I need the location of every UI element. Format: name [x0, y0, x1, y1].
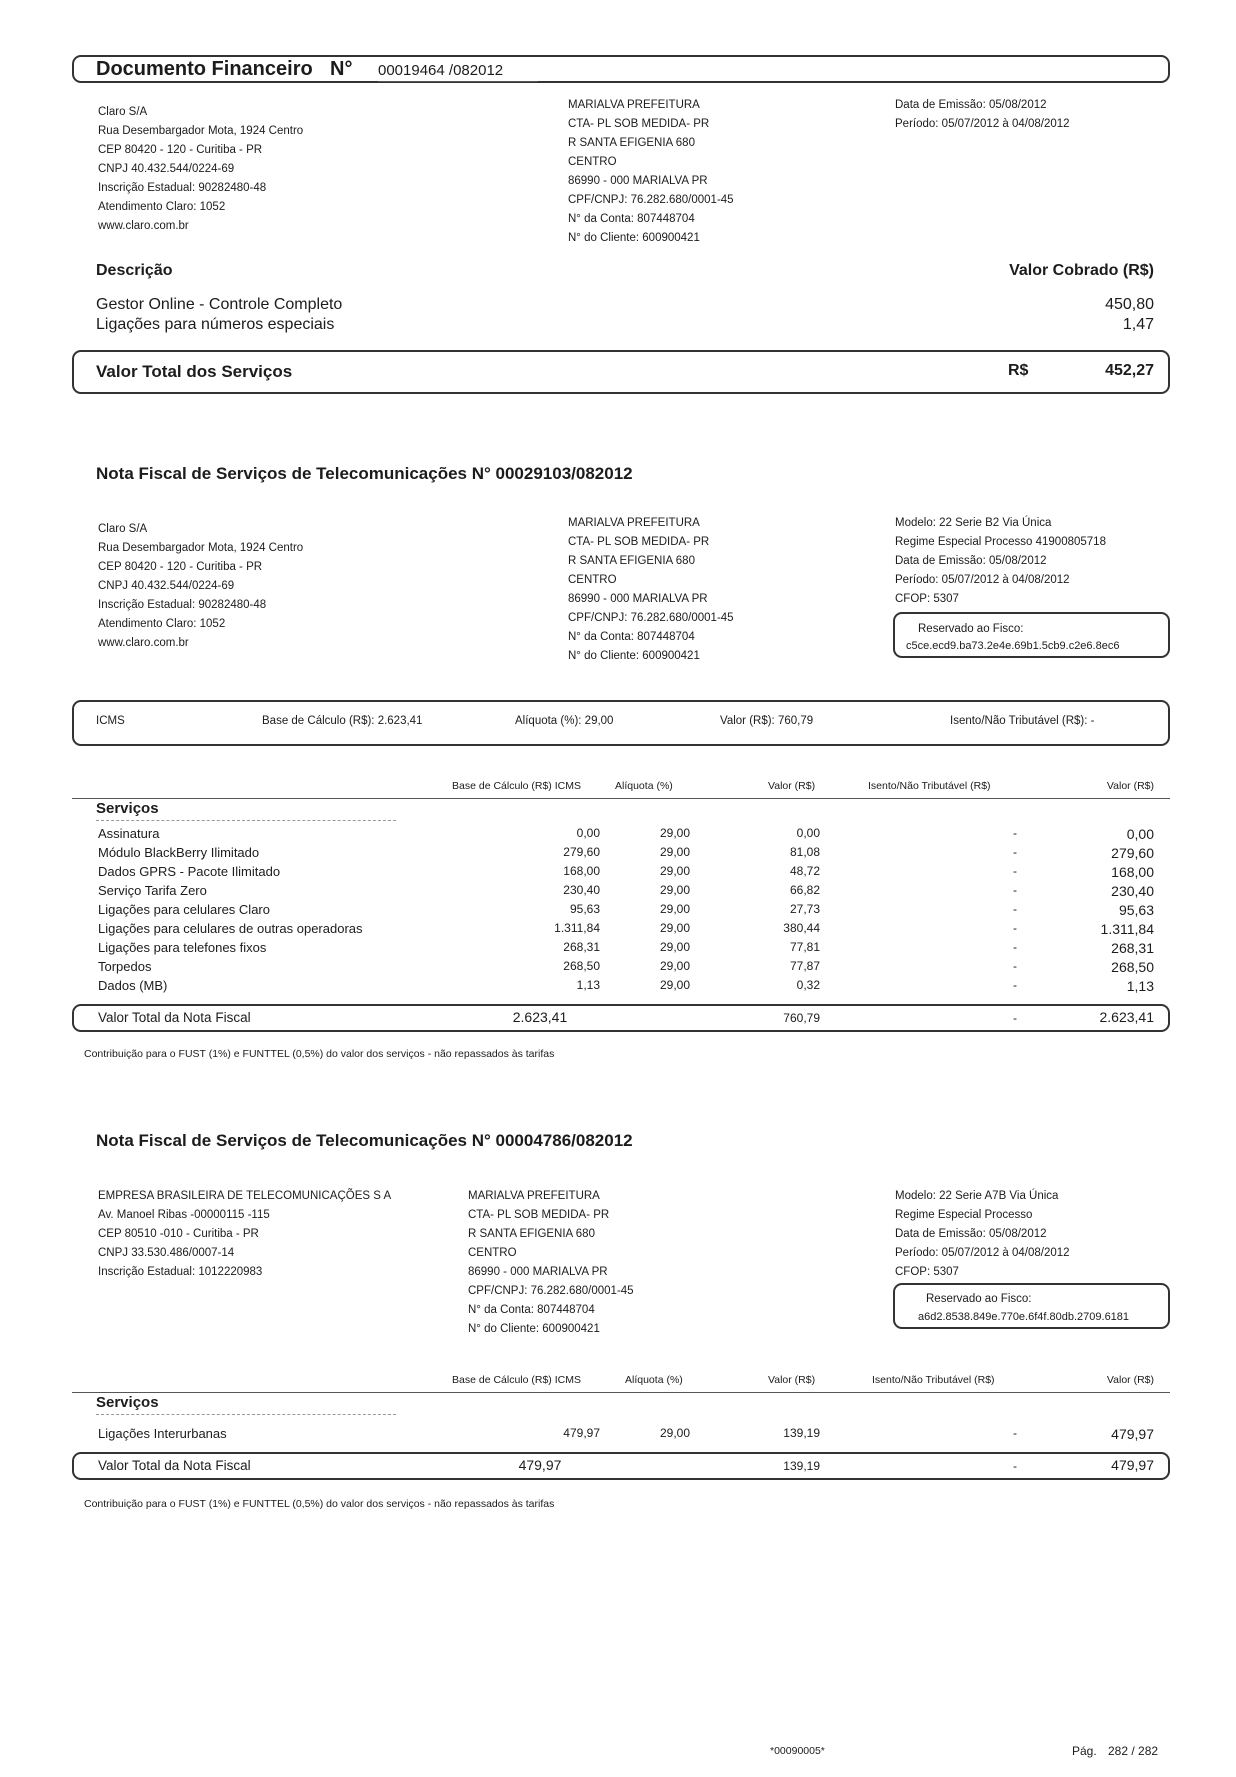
row-aliquota: 29,00	[659, 1426, 690, 1440]
row-isento: -	[1013, 864, 1017, 878]
nf1-header-rule	[72, 798, 1170, 799]
address-line: Rua Desembargador Mota, 1924 Centro	[98, 542, 304, 554]
col-aliquota: Alíquota (%)	[615, 780, 673, 792]
nf2-title: Nota Fiscal de Serviços de Telecomunicações N° 00004786/082012	[96, 1131, 633, 1150]
client-line: N° do Cliente: 600900421	[568, 650, 700, 662]
nf2-info	[895, 1187, 1070, 1282]
row-isento: -	[1013, 921, 1017, 935]
col-isento: Isento/Não Tributável (R$)	[868, 780, 991, 792]
client-line: 86990 - 000 MARIALVA PR	[568, 175, 708, 187]
col-base: Base de Cálculo (R$) ICMS	[452, 1374, 581, 1386]
row-total: 0,00	[1126, 826, 1154, 842]
address-line: CNPJ 33.530.486/0007-14	[98, 1247, 235, 1259]
row-base: 95,63	[569, 902, 600, 916]
info-line: Data de Emissão: 05/08/2012	[895, 555, 1047, 567]
client-line: N° da Conta: 807448704	[568, 213, 695, 225]
row-desc: Ligações para celulares Claro	[98, 902, 270, 917]
website-link[interactable]: www.claro.com.br	[98, 637, 189, 649]
footer-page-number: 282 / 282	[1108, 1744, 1159, 1758]
col-total: Valor (R$)	[1106, 780, 1154, 792]
row-valor: 380,44	[783, 921, 820, 935]
row-valor: 81,08	[789, 845, 820, 859]
value-header: Valor Cobrado (R$)	[1009, 262, 1154, 279]
col-aliquota: Alíquota (%)	[625, 1374, 683, 1386]
row-valor: 66,82	[789, 883, 820, 897]
table-row	[0, 940, 1236, 959]
row-desc: Serviço Tarifa Zero	[98, 883, 207, 898]
description-header: Descrição	[96, 262, 173, 279]
nf1-fisco-label: Reservado ao Fisco:	[918, 623, 1024, 635]
doc-number: 00019464 /082012	[378, 62, 504, 79]
address-line: CEP 80510 -010 - Curitiba - PR	[98, 1228, 259, 1240]
address-line: Rua Desembargador Mota, 1924 Centro	[98, 125, 304, 137]
client-line: CPF/CNPJ: 76.282.680/0001-45	[568, 194, 734, 206]
row-aliquota: 29,00	[659, 883, 690, 897]
doc-total-value: 452,27	[1105, 362, 1154, 379]
client-line: MARIALVA PREFEITURA	[568, 517, 700, 529]
nf1-note: Contribuição para o FUST (1%) e FUNTTEL (0,5%) do valor dos serviços - não repassados às tarifas	[84, 1048, 555, 1060]
nf1-claro-address	[98, 520, 303, 653]
nf1-total-total: 2.623,41	[1099, 1009, 1154, 1025]
row-base: 0,00	[576, 826, 600, 840]
address-line: CNPJ 40.432.544/0224-69	[98, 163, 235, 175]
nf1-table	[0, 774, 1236, 1014]
row-base: 230,40	[563, 883, 600, 897]
row-isento: -	[1013, 940, 1017, 954]
address-line: Atendimento Claro: 1052	[98, 201, 226, 213]
row-total: 1,13	[1126, 978, 1154, 994]
table-row	[0, 959, 1236, 978]
row-valor: 0,32	[796, 978, 820, 992]
row-aliquota: 29,00	[659, 959, 690, 973]
row-desc: Dados GPRS - Pacote Ilimitado	[98, 864, 281, 879]
row-base: 168,00	[563, 864, 600, 878]
client-line: CENTRO	[468, 1247, 517, 1259]
table-row	[0, 845, 1236, 864]
info-line: Regime Especial Processo	[895, 1209, 1033, 1221]
col-total: Valor (R$)	[1106, 1374, 1154, 1386]
address-line: Atendimento Claro: 1052	[98, 618, 226, 630]
table-row	[0, 864, 1236, 883]
nf2-section-label: Serviços	[96, 1394, 159, 1411]
row-isento: -	[1013, 1426, 1017, 1440]
table-row	[0, 826, 1236, 845]
table-row	[0, 921, 1236, 940]
item-desc: Gestor Online - Controle Completo	[96, 296, 343, 313]
nf2-total-label: Valor Total da Nota Fiscal	[98, 1458, 251, 1473]
doc-item-value: 450,80	[1105, 296, 1154, 313]
row-aliquota: 29,00	[659, 864, 690, 878]
row-valor: 0,00	[796, 826, 820, 840]
nf2-fisco-label: Reservado ao Fisco:	[926, 1293, 1032, 1305]
client-line: R SANTA EFIGENIA 680	[468, 1228, 595, 1240]
nf2-company-address	[98, 1187, 391, 1282]
client-line: MARIALVA PREFEITURA	[468, 1190, 600, 1202]
client-line: 86990 - 000 MARIALVA PR	[568, 593, 708, 605]
address-line: Av. Manoel Ribas -00000115 -115	[98, 1209, 270, 1221]
doc-total-label: Valor Total dos Serviços	[96, 362, 293, 381]
client-line: CTA- PL SOB MEDIDA- PR	[568, 118, 710, 130]
row-desc: Ligações para telefones fixos	[98, 940, 267, 955]
info-line: Regime Especial Processo 41900805718	[895, 536, 1106, 548]
table-row	[0, 902, 1236, 921]
row-total: 1.311,84	[1100, 921, 1154, 937]
row-base: 268,50	[563, 959, 600, 973]
row-valor: 27,73	[789, 902, 820, 916]
client-line: CTA- PL SOB MEDIDA- PR	[568, 536, 710, 548]
row-total: 479,97	[1111, 1426, 1154, 1442]
nf2-client-address	[468, 1187, 634, 1339]
address-line: EMPRESA BRASILEIRA DE TELECOMUNICAÇÕES S A	[98, 1190, 392, 1202]
info-line: Período: 05/07/2012 à 04/08/2012	[895, 574, 1070, 586]
nf1-total-valor: 760,79	[783, 1011, 820, 1025]
row-aliquota: 29,00	[659, 826, 690, 840]
website-link[interactable]: www.claro.com.br	[98, 220, 189, 232]
nf1-fisco-code: c5ce.ecd9.ba73.2e4e.69b1.5cb9.c2e6.8ec6	[906, 640, 1120, 652]
row-isento: -	[1013, 883, 1017, 897]
col-valor: Valor (R$)	[768, 780, 816, 792]
row-desc: Ligações Interurbanas	[98, 1426, 227, 1441]
issue-date: Data de Emissão: 05/08/2012	[895, 99, 1047, 111]
col-isento: Isento/Não Tributável (R$)	[872, 1374, 995, 1386]
row-base: 268,31	[563, 940, 600, 954]
client-line: MARIALVA PREFEITURA	[568, 99, 700, 111]
row-aliquota: 29,00	[659, 845, 690, 859]
address-line: Inscrição Estadual: 90282480-48	[98, 182, 267, 194]
icms-base: Base de Cálculo (R$): 2.623,41	[262, 715, 423, 727]
nf2-total-base: 479,97	[518, 1457, 562, 1473]
row-desc: Torpedos	[98, 959, 152, 974]
row-valor: 77,87	[789, 959, 820, 973]
nf2-total-total: 479,97	[1111, 1457, 1154, 1473]
nf2-total-valor: 139,19	[783, 1459, 820, 1473]
row-total: 268,50	[1111, 959, 1154, 975]
info-line: CFOP: 5307	[895, 1266, 959, 1278]
row-isento: -	[1013, 978, 1017, 992]
address-line: CEP 80420 - 120 - Curitiba - PR	[98, 561, 263, 573]
row-total: 279,60	[1111, 845, 1154, 861]
icms-aliquota: Alíquota (%): 29,00	[515, 715, 614, 727]
doc-header-underline	[378, 81, 538, 82]
row-desc: Módulo BlackBerry Ilimitado	[98, 845, 260, 860]
nf2-note: Contribuição para o FUST (1%) e FUNTTEL (0,5%) do valor dos serviços - não repassados às tarifas	[84, 1498, 555, 1510]
row-base: 1,13	[576, 978, 600, 992]
doc-item	[96, 316, 334, 334]
footer-page-label: Pág.	[1072, 1744, 1097, 1758]
row-aliquota: 29,00	[659, 978, 690, 992]
row-isento: -	[1013, 826, 1017, 840]
nf1-client-address	[568, 514, 734, 666]
nf1-title: Nota Fiscal de Serviços de Telecomunicações N° 00029103/082012	[96, 464, 633, 483]
nf1-section-rule	[96, 820, 396, 821]
row-base: 279,60	[563, 845, 600, 859]
doc-item	[96, 296, 342, 314]
row-aliquota: 29,00	[659, 940, 690, 954]
row-total: 230,40	[1111, 883, 1154, 899]
info-line: CFOP: 5307	[895, 593, 959, 605]
row-desc: Dados (MB)	[98, 978, 168, 993]
doc-claro-address	[98, 103, 303, 236]
period: Período: 05/07/2012 à 04/08/2012	[895, 118, 1070, 130]
address-line: CEP 80420 - 120 - Curitiba - PR	[98, 144, 263, 156]
doc-client-address	[568, 96, 734, 248]
client-line: CPF/CNPJ: 76.282.680/0001-45	[468, 1285, 634, 1297]
row-desc: Ligações para celulares de outras operadoras	[98, 921, 363, 936]
icms-label: ICMS	[96, 715, 125, 727]
client-line: CTA- PL SOB MEDIDA- PR	[468, 1209, 610, 1221]
nf2-total-isento: -	[1013, 1459, 1017, 1473]
row-base: 479,97	[563, 1426, 600, 1440]
row-base: 1.311,84	[554, 921, 600, 935]
nf2-header-rule	[72, 1392, 1170, 1393]
client-line: CENTRO	[568, 574, 617, 586]
client-line: N° da Conta: 807448704	[468, 1304, 595, 1316]
icms-isento: Isento/Não Tributável (R$): -	[950, 715, 1095, 727]
nf2-fisco-code: a6d2.8538.849e.770e.6f4f.80db.2709.6181	[918, 1311, 1130, 1323]
table-row	[0, 883, 1236, 902]
client-line: N° do Cliente: 600900421	[568, 232, 700, 244]
row-aliquota: 29,00	[659, 921, 690, 935]
row-valor: 48,72	[789, 864, 820, 878]
client-line: 86990 - 000 MARIALVA PR	[468, 1266, 608, 1278]
doc-total-currency: R$	[1008, 362, 1029, 379]
client-line: R SANTA EFIGENIA 680	[568, 555, 695, 567]
item-desc: Ligações para números especiais	[96, 316, 335, 333]
address-line: CNPJ 40.432.544/0224-69	[98, 580, 235, 592]
client-line: CPF/CNPJ: 76.282.680/0001-45	[568, 612, 734, 624]
table-row	[0, 1426, 1236, 1445]
doc-dates	[895, 96, 1070, 134]
nf1-total-base: 2.623,41	[512, 1009, 568, 1025]
row-isento: -	[1013, 959, 1017, 973]
row-total: 95,63	[1118, 902, 1154, 918]
row-valor: 139,19	[783, 1426, 820, 1440]
row-isento: -	[1013, 845, 1017, 859]
info-line: Modelo: 22 Serie B2 Via Única	[895, 517, 1052, 529]
client-line: N° do Cliente: 600900421	[468, 1323, 600, 1335]
address-line: Inscrição Estadual: 1012220983	[98, 1266, 263, 1278]
col-valor: Valor (R$)	[768, 1374, 816, 1386]
footer-barcode-text: *00090005*	[770, 1745, 825, 1757]
row-aliquota: 29,00	[659, 902, 690, 916]
col-base: Base de Cálculo (R$) ICMS	[452, 780, 581, 792]
nf1-info	[895, 514, 1106, 609]
nf2-section-rule	[96, 1414, 396, 1415]
row-desc: Assinatura	[98, 826, 160, 841]
nf1-total-label: Valor Total da Nota Fiscal	[98, 1010, 251, 1025]
row-total: 168,00	[1111, 864, 1154, 880]
address-line: Inscrição Estadual: 90282480-48	[98, 599, 267, 611]
address-line: Claro S/A	[98, 523, 148, 535]
doc-title: Documento Financeiro	[96, 58, 313, 80]
address-line: Claro S/A	[98, 106, 148, 118]
doc-item-value: 1,47	[1122, 316, 1154, 333]
icms-valor: Valor (R$): 760,79	[720, 715, 814, 727]
row-isento: -	[1013, 902, 1017, 916]
row-valor: 77,81	[789, 940, 820, 954]
client-line: R SANTA EFIGENIA 680	[568, 137, 695, 149]
table-row	[0, 978, 1236, 997]
info-line: Modelo: 22 Serie A7B Via Única	[895, 1190, 1059, 1202]
client-line: N° da Conta: 807448704	[568, 631, 695, 643]
nf1-total-isento: -	[1013, 1011, 1017, 1025]
info-line: Data de Emissão: 05/08/2012	[895, 1228, 1047, 1240]
doc-number-label: N°	[330, 58, 353, 80]
client-line: CENTRO	[568, 156, 617, 168]
info-line: Período: 05/07/2012 à 04/08/2012	[895, 1247, 1070, 1259]
row-total: 268,31	[1111, 940, 1154, 956]
nf1-section-label: Serviços	[96, 800, 159, 817]
